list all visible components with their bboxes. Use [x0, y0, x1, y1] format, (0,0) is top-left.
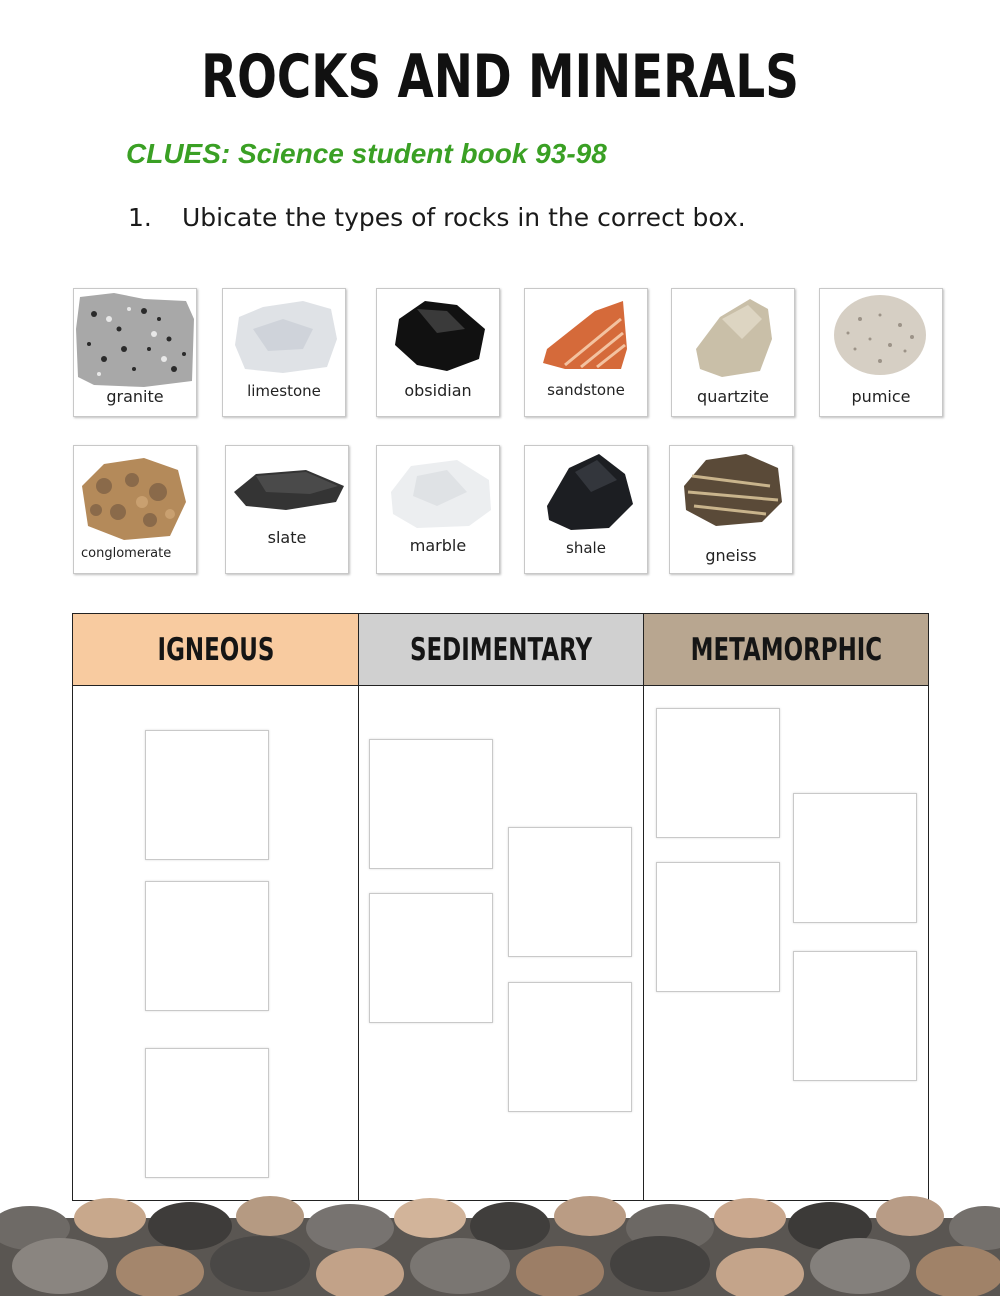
drop-box-igneous-1[interactable]: [145, 730, 269, 860]
rock-card-sandstone[interactable]: [524, 288, 648, 417]
drop-box-metamorphic-4[interactable]: [793, 951, 917, 1081]
rock-label: pumice: [851, 387, 911, 406]
rock-card-pumice[interactable]: [819, 288, 943, 417]
instruction: [128, 203, 746, 232]
rock-label: marble: [409, 536, 467, 555]
drop-box-metamorphic-3[interactable]: [793, 793, 917, 923]
drop-box-igneous-2[interactable]: [145, 881, 269, 1011]
rock-card-quartzite[interactable]: [671, 288, 795, 417]
igneous-column: [73, 614, 359, 1200]
rock-label: sandstone: [547, 381, 625, 399]
rock-label: quartzite: [697, 387, 769, 406]
instruction-number: 1.: [128, 203, 152, 232]
clues-text: CLUES: Science student book 93-98: [126, 138, 607, 169]
shale-image: [525, 446, 649, 546]
igneous-header: [73, 614, 358, 686]
sedimentary-column: [359, 614, 644, 1200]
sedimentary-header: [359, 614, 643, 686]
drop-box-metamorphic-1[interactable]: [656, 708, 780, 838]
metamorphic-header: [644, 614, 928, 686]
quartzite-image: [672, 289, 796, 389]
rock-card-shale[interactable]: [524, 445, 648, 574]
rock-card-obsidian[interactable]: [376, 288, 500, 417]
rock-card-gneiss[interactable]: [669, 445, 793, 574]
drop-box-igneous-3[interactable]: [145, 1048, 269, 1178]
rock-label: conglomerate: [81, 546, 172, 561]
drop-box-sedimentary-2[interactable]: [369, 893, 493, 1023]
rock-card-marble[interactable]: [376, 445, 500, 574]
gneiss-image: [670, 446, 794, 546]
rock-label: limestone: [247, 382, 321, 400]
rock-card-granite[interactable]: [73, 288, 197, 417]
rock-label: slate: [267, 528, 307, 547]
sedimentary-header-label: SEDIMENTARY: [409, 631, 593, 668]
marble-image: [377, 446, 501, 546]
page-title: ROCKS AND MINERALS: [201, 42, 799, 112]
rock-label: granite: [106, 387, 164, 406]
obsidian-image: [377, 289, 501, 389]
drop-box-sedimentary-3[interactable]: [508, 827, 632, 957]
rock-card-conglomerate[interactable]: [73, 445, 197, 574]
sorting-table: [72, 613, 929, 1201]
metamorphic-column: [644, 614, 928, 1200]
pebbles-border: [0, 1188, 1000, 1296]
rock-label: gneiss: [705, 546, 757, 565]
drop-box-sedimentary-1[interactable]: [369, 739, 493, 869]
limestone-image: [223, 289, 347, 389]
drop-box-metamorphic-2[interactable]: [656, 862, 780, 992]
conglomerate-image: [74, 446, 198, 546]
instruction-text: Ubicate the types of rocks in the correct box.: [182, 203, 746, 232]
drop-box-sedimentary-4[interactable]: [508, 982, 632, 1112]
granite-image: [74, 289, 198, 389]
rock-card-limestone[interactable]: [222, 288, 346, 417]
pumice-image: [820, 289, 944, 389]
igneous-header-label: IGNEOUS: [157, 631, 274, 668]
rock-card-slate[interactable]: [225, 445, 349, 574]
metamorphic-header-label: METAMORPHIC: [690, 631, 882, 668]
sandstone-image: [525, 289, 649, 389]
rock-label: obsidian: [404, 381, 472, 400]
rock-label: shale: [566, 539, 606, 557]
